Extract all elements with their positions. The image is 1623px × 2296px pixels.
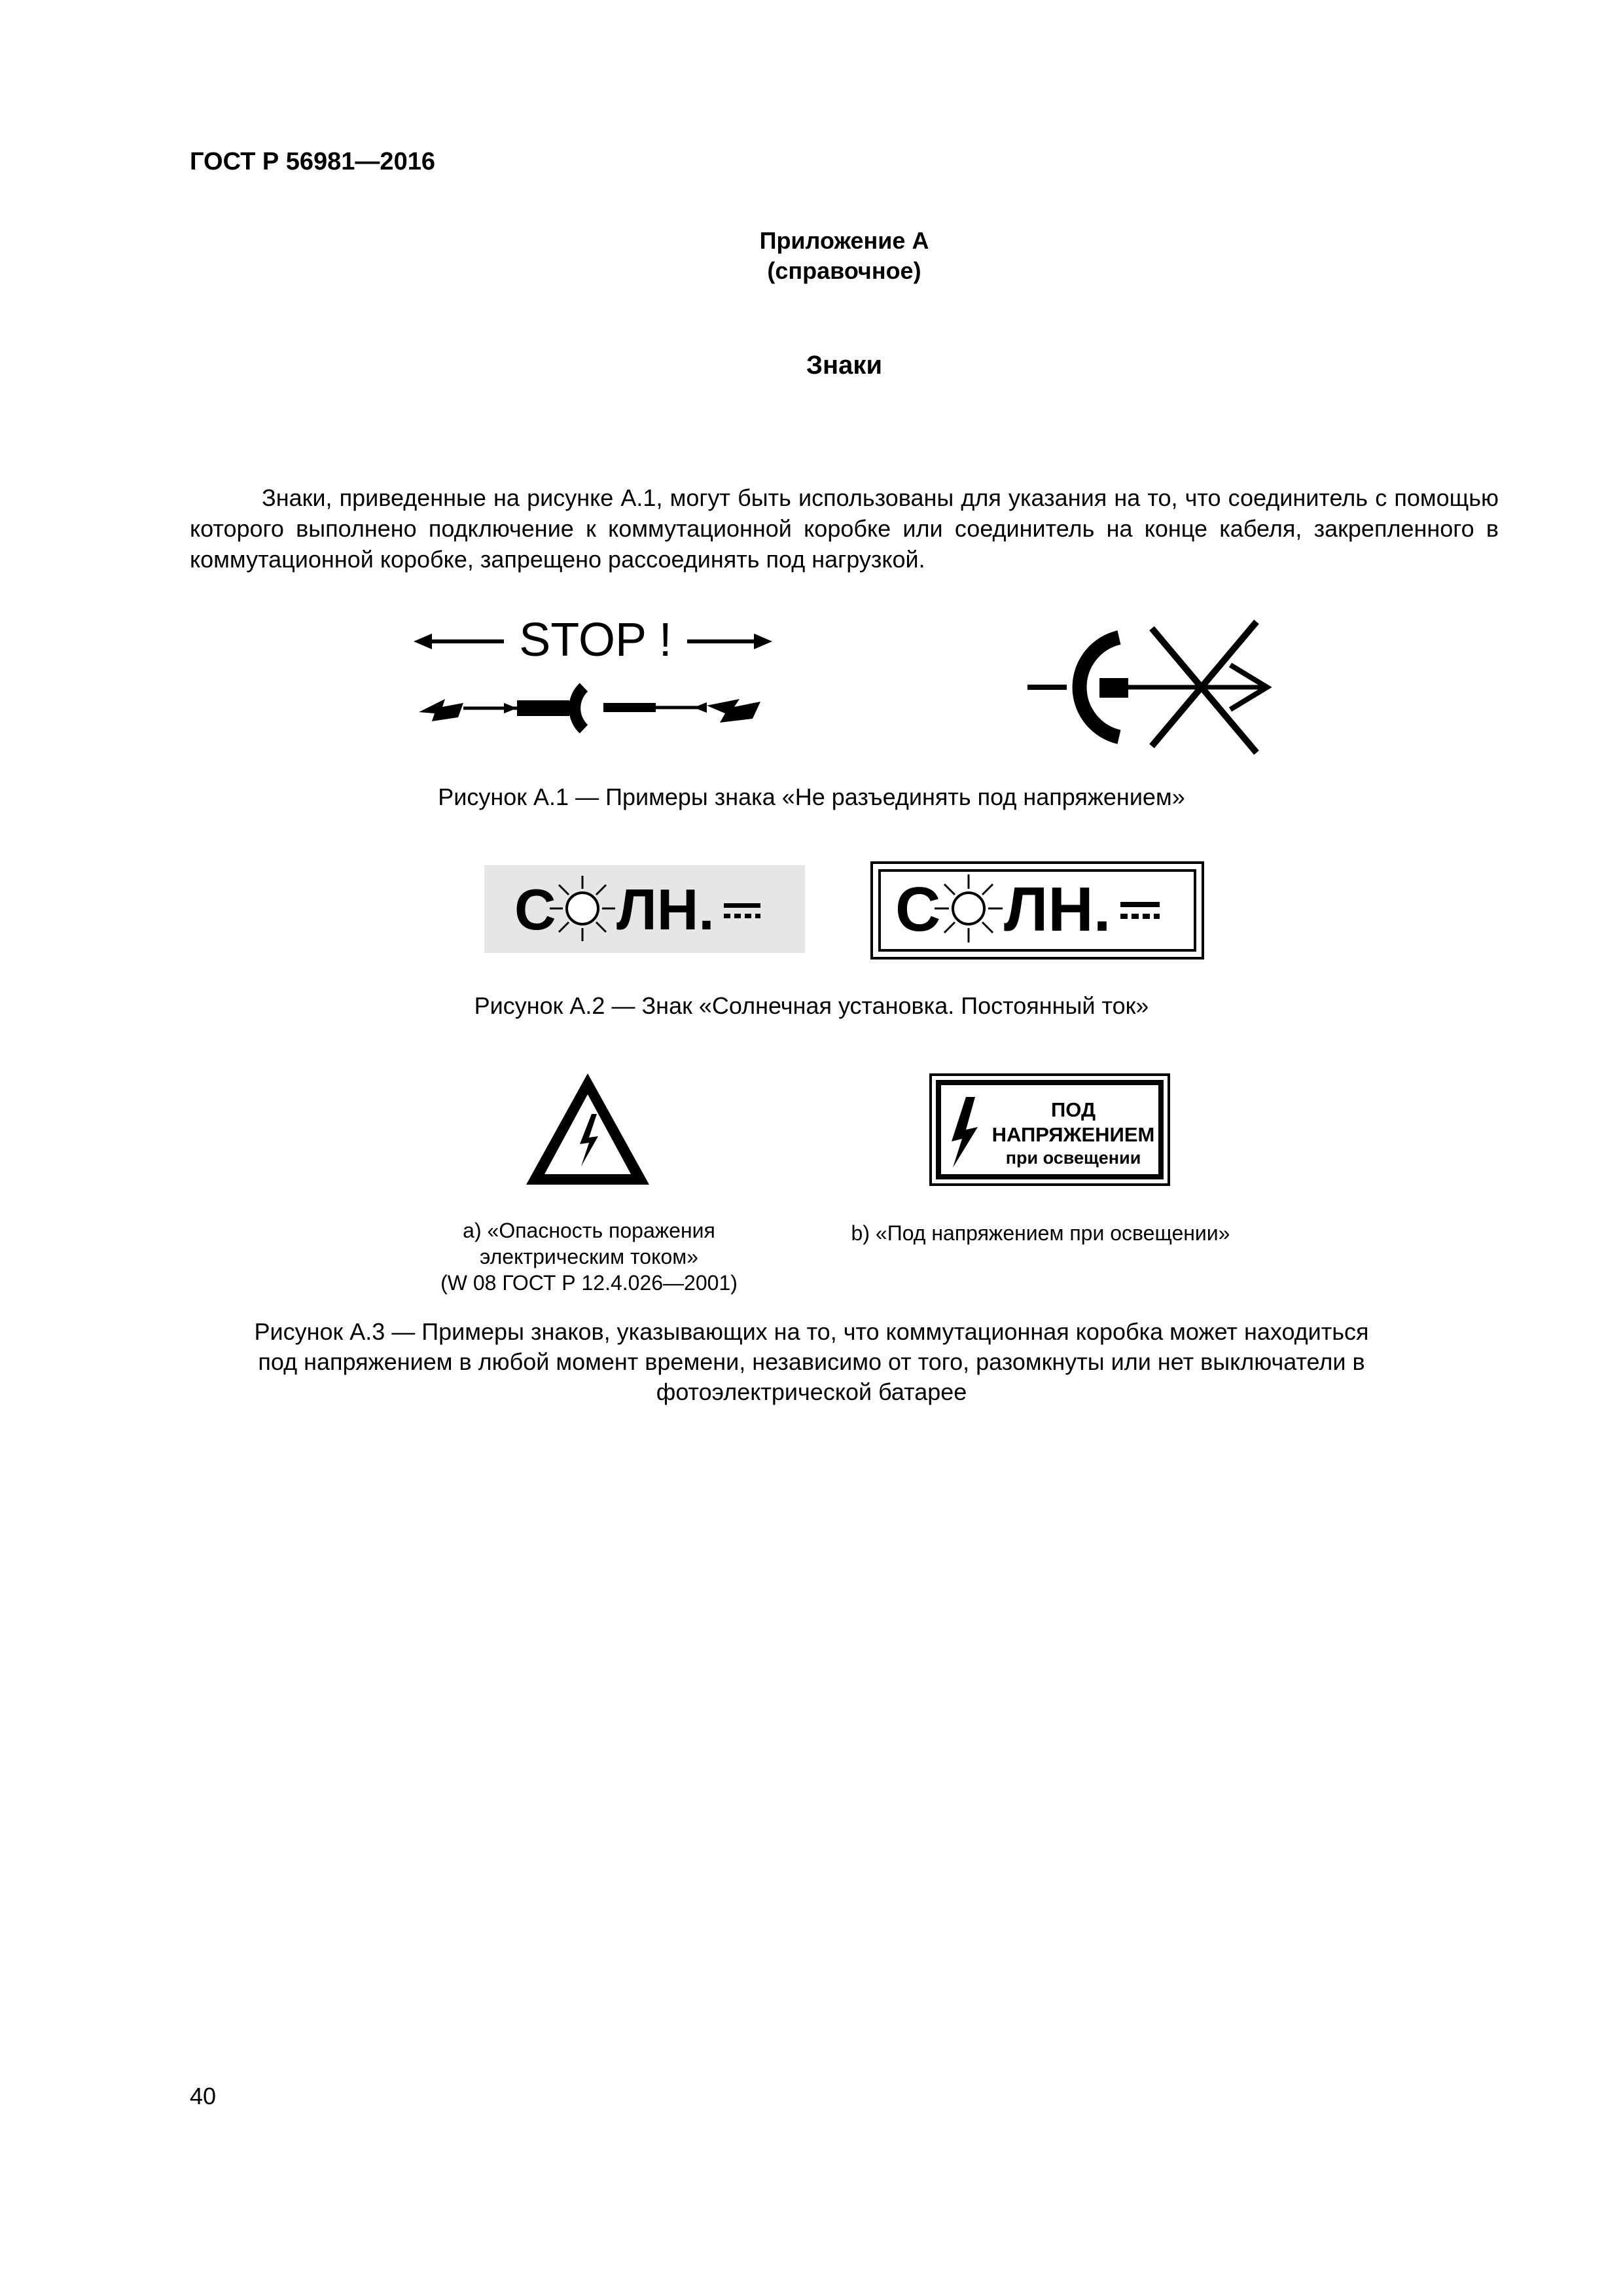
sub-a-line-2: электрическим током» bbox=[479, 1245, 699, 1268]
sign-b-line-2: НАПРЯЖЕНИЕМ bbox=[991, 1123, 1155, 1146]
figure-a3-caption-line-3: фотоэлектрической батарее bbox=[656, 1378, 967, 1405]
body-paragraph: Знаки, приведенные на рисунке А.1, могут быть использованы для указания на то, что соединитель с помощью которого выполнено подключение к коммутационной коробке или соединитель на конце кабеля, закрепленного в коммутационной коробке, запрещено рассоединять под нагрузкой. bbox=[190, 484, 1499, 573]
stop-text: STOP ! bbox=[519, 614, 672, 666]
sun-icon bbox=[935, 874, 1003, 942]
solar-sign-letter-c: С bbox=[514, 877, 556, 942]
figure-a1-caption: Рисунок А.1 — Примеры знака «Не разъединять под напряжением» bbox=[438, 783, 1185, 810]
appendix-title: Приложение А bbox=[759, 227, 929, 254]
page-number: 40 bbox=[190, 2083, 217, 2109]
crossed-connector-sign-icon bbox=[1021, 615, 1283, 759]
electric-hazard-triangle-icon bbox=[524, 1071, 652, 1189]
appendix-type: (справочное) bbox=[767, 257, 921, 284]
section-title: Знаки bbox=[806, 351, 883, 380]
under-voltage-sign bbox=[929, 1073, 1170, 1186]
solar-sign-letters-ln: ЛН. bbox=[616, 877, 715, 942]
figure-a2-caption: Рисунок А.2 — Знак «Солнечная установка. Постоянный ток» bbox=[474, 992, 1149, 1019]
sign-b-line-3: при освещении bbox=[1005, 1148, 1141, 1168]
figure-a3-caption-line-2: под напряжением в любой момент времени, независимо от того, разомкнуты или нет выключатели в bbox=[258, 1348, 1365, 1375]
sun-icon bbox=[550, 876, 615, 941]
solar-sign-letters-ln-framed: ЛН. bbox=[1004, 874, 1111, 944]
document-code: ГОСТ Р 56981—2016 bbox=[190, 148, 435, 175]
figure-a3-sub-a-caption bbox=[406, 1217, 772, 1296]
sub-a-line-3: (W 08 ГОСТ Р 12.4.026—2001) bbox=[440, 1271, 738, 1295]
figure-a3-caption-line-1: Рисунок А.3 — Примеры знаков, указывающих на то, что коммутационная коробка может находиться bbox=[254, 1318, 1369, 1345]
solar-sign-letter-c-framed: С bbox=[895, 874, 941, 944]
figure-a3-sub-b-caption: b) «Под напряжением при освещении» bbox=[851, 1221, 1230, 1245]
sign-b-line-1: ПОД bbox=[1050, 1098, 1096, 1121]
sub-a-line-1: а) «Опасность поражения bbox=[463, 1219, 715, 1242]
solar-dc-sign-framed-icon bbox=[870, 861, 1204, 960]
disconnect-stop-sign-icon bbox=[412, 614, 779, 738]
solar-dc-sign-grey-icon bbox=[484, 865, 805, 953]
